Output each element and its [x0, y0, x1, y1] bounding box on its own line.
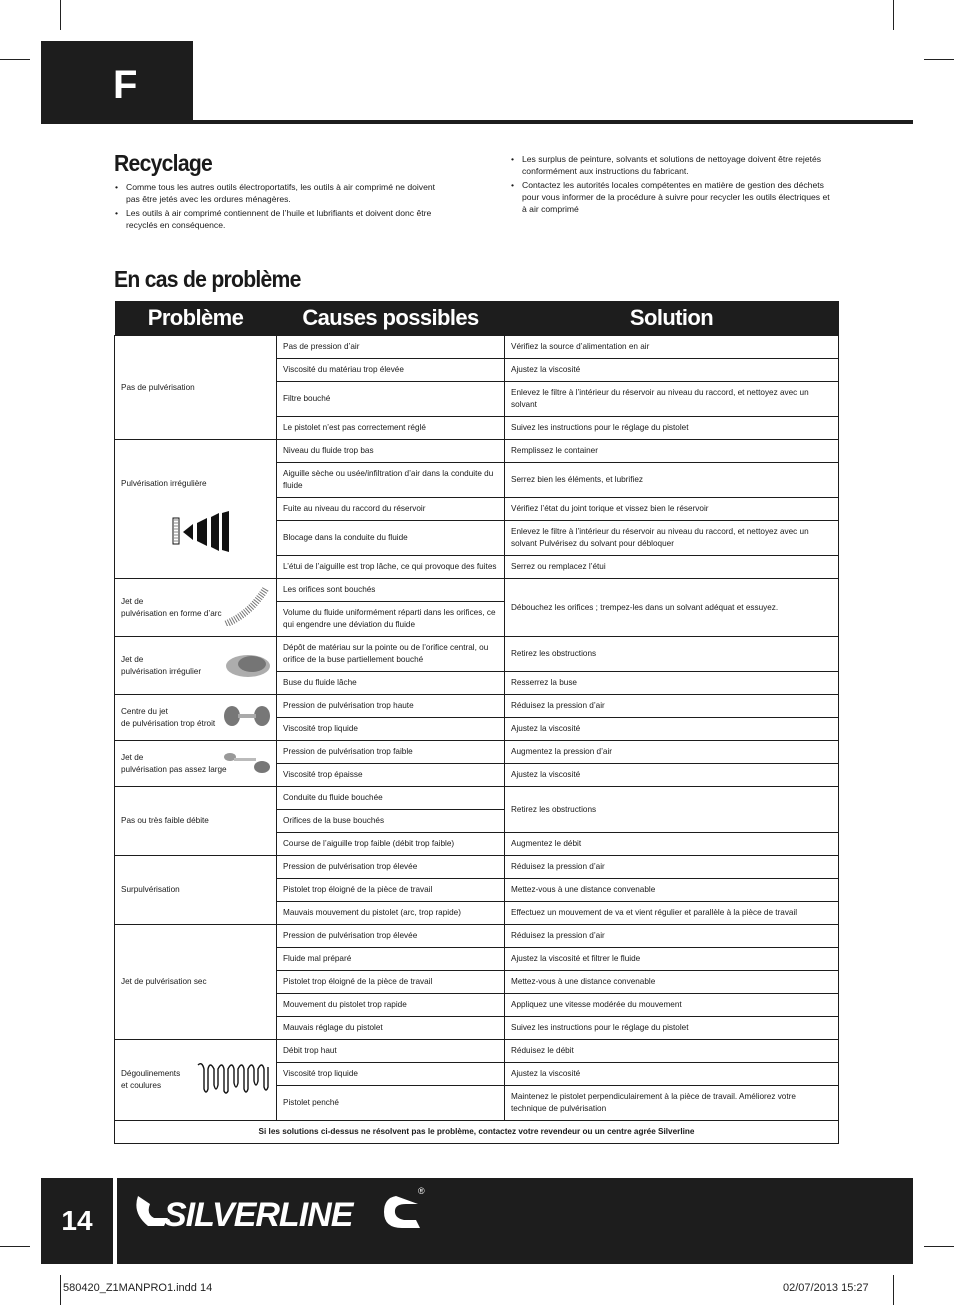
arc-spray-icon	[222, 586, 272, 630]
problem-label: Jet de pulvérisation sec	[121, 977, 207, 986]
cause-cell: Pas de pression d’air	[277, 336, 505, 359]
cause-cell: Volume du fluide uniformément réparti dans les orifices, ce qui engendre une déviation du fluide	[277, 602, 505, 637]
cause-cell: Mauvais mouvement du pistolet (arc, trop rapide)	[277, 902, 505, 925]
cause-cell: Les orifices sont bouchés	[277, 579, 505, 602]
crop-mark	[60, 0, 61, 30]
solution-cell: Enlevez le filtre à l’intérieur du réservoir au niveau du raccord, et nettoyez avec un solvant Pulvérisez du solvant pour débloquer	[505, 521, 839, 556]
cause-cell: Aiguille sèche ou usée/infiltration d’air dans la conduite du fluide	[277, 463, 505, 498]
cause-cell: L’étui de l’aiguille est trop lâche, ce qui provoque des fuites	[277, 556, 505, 579]
cause-cell: Viscosité du matériau trop élevée	[277, 359, 505, 382]
cause-cell: Dépôt de matériau sur la pointe ou de l’orifice central, ou orifice de la buse partiellement bouché	[277, 637, 505, 672]
narrow-spray-icon	[222, 749, 272, 779]
recycling-bullet: • Contactez les autorités locales compétentes en matière de gestion des déchets pour vous informer de la procédure à suivre pour recycler les outils électriques et à air comprimé	[510, 179, 830, 215]
solution-cell: Vérifiez la source d’alimentation en air	[505, 336, 839, 359]
cause-cell: Fluide mal préparé	[277, 948, 505, 971]
problem-cell	[115, 856, 277, 925]
solution-cell: Maintenez le pistolet perpendiculairement à la pièce de travail. Améliorez votre technique de pulvérisation	[505, 1086, 839, 1121]
table-row	[115, 856, 839, 879]
language-letter: F	[113, 63, 138, 107]
solution-cell: Mettez-vous à une distance convenable	[505, 879, 839, 902]
header-rule	[41, 120, 913, 124]
page-number: 14	[61, 1205, 93, 1236]
cause-cell: Débit trop haut	[277, 1040, 505, 1063]
language-tab	[41, 41, 193, 124]
problem-cell	[115, 637, 277, 695]
silverline-logo	[134, 1188, 424, 1238]
problem-label: Jet de pulvérisation irrégulier	[121, 654, 202, 676]
file-info: 580420_Z1MANPRO1.indd 14	[63, 1282, 213, 1294]
solution-cell: Réduisez la pression d’air	[505, 856, 839, 879]
cause-cell: Orifices de la buse bouchés	[277, 810, 505, 833]
header-causes: Causes possibles	[277, 301, 505, 336]
problem-label: Dégoulinements et coulures	[121, 1069, 181, 1090]
solution-cell: Remplissez le container	[505, 440, 839, 463]
cause-cell: Blocage dans la conduite du fluide	[277, 521, 505, 556]
cause-cell: Pression de pulvérisation trop élevée	[277, 925, 505, 948]
cause-cell: Pression de pulvérisation trop élevée	[277, 856, 505, 879]
cause-cell: Pistolet trop éloigné de la pièce de travail	[277, 971, 505, 994]
cause-cell: Mouvement du pistolet trop rapide	[277, 994, 505, 1017]
problem-cell	[115, 787, 277, 856]
solution-cell: Réduisez la pression d’air	[505, 925, 839, 948]
solution-cell: Suivez les instructions pour le réglage du pistolet	[505, 1017, 839, 1040]
solution-cell: Réduisez le débit	[505, 1040, 839, 1063]
recycling-title: Recyclage	[114, 150, 213, 176]
cause-cell: Viscosité trop liquide	[277, 718, 505, 741]
cause-cell: Viscosité trop liquide	[277, 1063, 505, 1086]
crop-mark	[0, 1246, 30, 1247]
problem-cell	[115, 741, 277, 787]
recycling-bullet: • Les surplus de peinture, solvants et solutions de nettoyage doivent être rejetés conformément aux instructions du fabricant.	[510, 153, 830, 177]
solution-cell: Retirez les obstructions	[505, 637, 839, 672]
solution-cell: Augmentez la pression d’air	[505, 741, 839, 764]
problem-cell	[115, 1040, 277, 1121]
registered-mark: ®	[418, 1186, 425, 1196]
cause-cell: Filtre bouché	[277, 382, 505, 417]
cause-cell: Fuite au niveau du raccord du réservoir	[277, 498, 505, 521]
cause-cell: Buse du fluide lâche	[277, 672, 505, 695]
recycling-left-list	[114, 181, 444, 233]
problem-label: Centre du jet de pulvérisation trop étroit	[121, 706, 216, 728]
table-row	[115, 925, 839, 948]
cause-cell: Pression de pulvérisation trop faible	[277, 741, 505, 764]
cause-cell: Le pistolet n’est pas correctement réglé	[277, 417, 505, 440]
solution-cell: Enlevez le filtre à l’intérieur du réservoir au niveau du raccord, et nettoyez avec un solvant	[505, 382, 839, 417]
cause-cell: Pistolet penché	[277, 1086, 505, 1121]
troubleshooting-title: En cas de problème	[114, 266, 301, 292]
crop-mark	[893, 0, 894, 30]
solution-cell: Suivez les instructions pour le réglage du pistolet	[505, 417, 839, 440]
crop-mark	[924, 1246, 954, 1247]
problem-label: Jet de pulvérisation en forme d’arc	[121, 596, 222, 618]
table-row	[115, 787, 839, 810]
solution-cell: Vérifiez l’état du joint torique et vissez bien le réservoir	[505, 498, 839, 521]
table-row	[115, 336, 839, 359]
irregular-pattern-icon	[222, 646, 272, 686]
solution-cell: Ajustez la viscosité	[505, 359, 839, 382]
solution-cell: Augmentez le débit	[505, 833, 839, 856]
solution-cell: Ajustez la viscosité	[505, 764, 839, 787]
solution-cell: Ajustez la viscosité	[505, 1063, 839, 1086]
cause-cell: Niveau du fluide trop bas	[277, 440, 505, 463]
cause-cell: Course de l’aiguille trop faible (débit trop faible)	[277, 833, 505, 856]
solution-cell: Appliquez une vitesse modérée du mouvement	[505, 994, 839, 1017]
cause-cell: Pression de pulvérisation trop haute	[277, 695, 505, 718]
cause-cell: Conduite du fluide bouchée	[277, 787, 505, 810]
problem-label: Pas ou très faible débite	[121, 816, 209, 825]
solution-cell: Mettez-vous à une distance convenable	[505, 971, 839, 994]
solution-cell: Ajustez la viscosité	[505, 718, 839, 741]
logo-wordmark: SILVERLINE	[164, 1196, 353, 1234]
recycling-right-list	[510, 153, 830, 217]
print-date: 02/07/2013 15:27	[783, 1282, 869, 1294]
solution-cell: Débouchez les orifices ; trempez-les dans un solvant adéquat et essuyez.	[505, 579, 839, 637]
crop-mark	[893, 1275, 894, 1305]
table-row	[115, 440, 839, 463]
problem-cell	[115, 579, 277, 637]
table-row	[115, 741, 839, 764]
problem-cell	[115, 925, 277, 1040]
crop-mark	[60, 1275, 61, 1305]
header-solution: Solution	[505, 301, 839, 336]
solution-cell: Réduisez la pression d’air	[505, 695, 839, 718]
footer-separator	[113, 1178, 117, 1264]
table-footer-row	[115, 1121, 839, 1144]
table-row	[115, 579, 839, 602]
cause-cell: Pistolet trop éloigné de la pièce de travail	[277, 879, 505, 902]
table-row	[115, 695, 839, 718]
table-row	[115, 1040, 839, 1063]
irregular-spray-icon	[171, 510, 233, 556]
problem-label: Pas de pulvérisation	[121, 382, 195, 392]
problem-label: Jet de pulvérisation pas assez large	[121, 752, 227, 774]
table-row	[115, 637, 839, 672]
solution-cell: Resserrez la buse	[505, 672, 839, 695]
problem-cell	[115, 695, 277, 741]
solution-cell: Serrez bien les éléments, et lubrifiez	[505, 463, 839, 498]
problem-cell	[115, 336, 277, 440]
problem-label: Surpulvérisation	[121, 885, 180, 894]
crop-mark	[924, 59, 954, 60]
solution-cell: Effectuez un mouvement de va et vient régulier et parallèle à la pièce de travail	[505, 902, 839, 925]
cause-cell: Mauvais réglage du pistolet	[277, 1017, 505, 1040]
narrow-center-icon	[222, 703, 272, 733]
crop-mark	[0, 59, 30, 60]
recycling-bullet: • Comme tous les autres outils électroportatifs, les outils à air comprimé ne doivent pas être jetés avec les ordures ménagères.	[114, 181, 444, 205]
cause-cell: Viscosité trop épaisse	[277, 764, 505, 787]
troubleshooting-table	[114, 301, 839, 1144]
header-problem: Problème	[115, 301, 277, 336]
drips-runs-icon	[196, 1061, 272, 1099]
problem-label: Pulvérisation irrégulière	[121, 479, 207, 488]
recycling-bullet: • Les outils à air comprimé contiennent de l’huile et lubrifiants et doivent donc être recyclés en conséquence.	[114, 207, 444, 231]
footer-note: Si les solutions ci-dessus ne résolvent pas le problème, contactez votre revendeur ou un centre agrée Silverline	[115, 1121, 839, 1144]
solution-cell: Ajustez la viscosité et filtrer le fluide	[505, 948, 839, 971]
problem-cell	[115, 440, 277, 579]
solution-cell: Serrez ou remplacez l’étui	[505, 556, 839, 579]
solution-cell: Retirez les obstructions	[505, 787, 839, 833]
